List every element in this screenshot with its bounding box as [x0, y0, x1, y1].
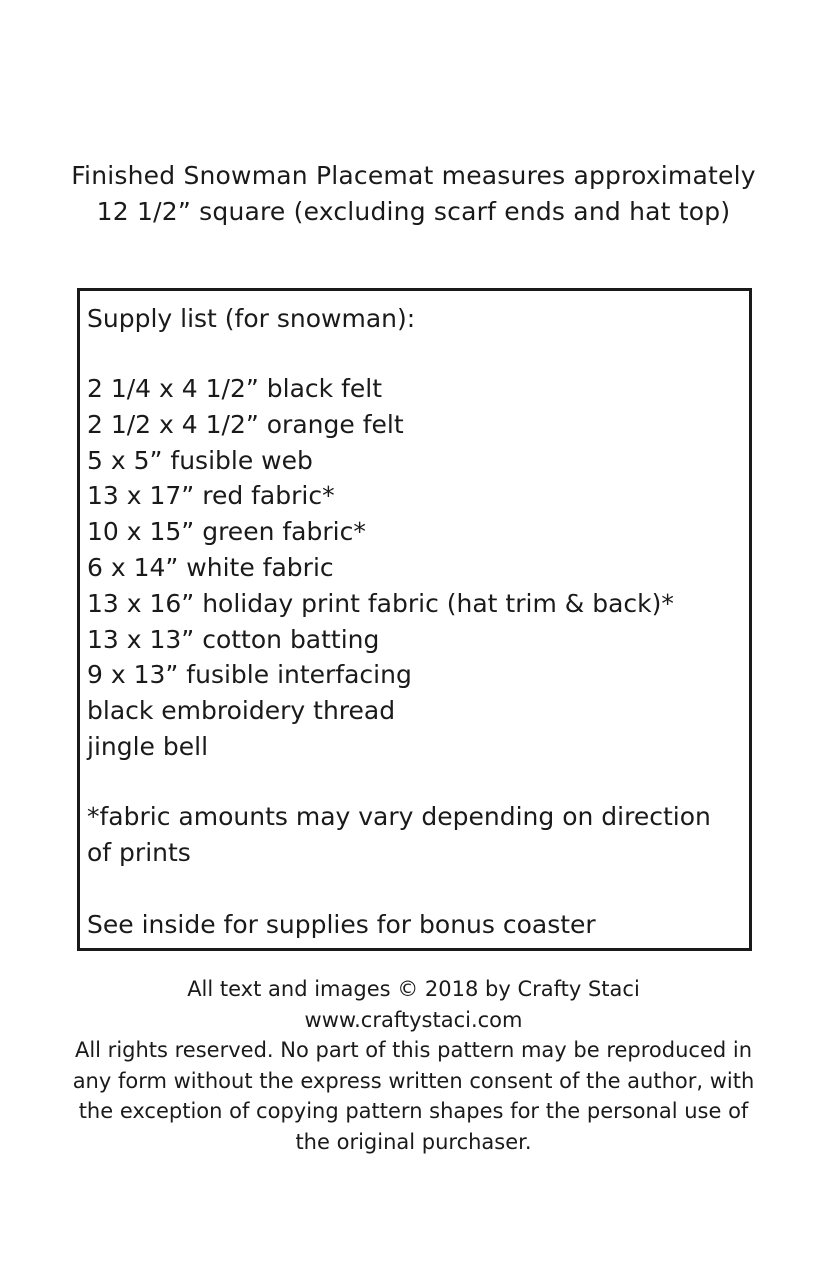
supply-item: 2 1/2 x 4 1/2” orange felt [87, 409, 404, 439]
copyright-line: All text and images © 2018 by Crafty Staci [187, 977, 640, 1001]
supply-item: 13 x 17” red fabric* [87, 481, 335, 511]
fabric-footnote: *fabric amounts may vary depending on direction of prints [87, 802, 711, 867]
intro-text: Finished Snowman Placemat measures approximately 12 1/2” square (excluding scarf ends and hat top) [71, 161, 756, 226]
copyright-block [60, 974, 767, 1157]
supply-item: jingle bell [87, 731, 209, 761]
supply-item: 6 x 14” white fabric [87, 552, 334, 582]
supply-item: 2 1/4 x 4 1/2” black felt [87, 374, 382, 403]
supply-item: 5 x 5” fusible web [87, 445, 313, 475]
supply-item: 9 x 13” fusible interfacing [87, 660, 412, 690]
website-link[interactable]: www.craftystaci.com [304, 1007, 523, 1032]
supply-item: black embroidery thread [87, 696, 396, 726]
supply-item: 13 x 16” holiday print fabric (hat trim & back)* [87, 588, 674, 618]
supply-list-box [77, 288, 752, 951]
bonus-coaster-note: See inside for supplies for bonus coaster [87, 910, 596, 939]
supply-item: 10 x 15” green fabric* [87, 517, 366, 547]
supply-item: 13 x 13” cotton batting [87, 624, 380, 654]
rights-notice: All rights reserved. No part of this pattern may be reproduced in any form without the express written consent of the author, with the exception of copying pattern shapes for the personal use of the original purchaser. [72, 1038, 755, 1154]
supply-list [87, 371, 674, 765]
supply-list-heading: Supply list (for snowman): [87, 304, 416, 333]
